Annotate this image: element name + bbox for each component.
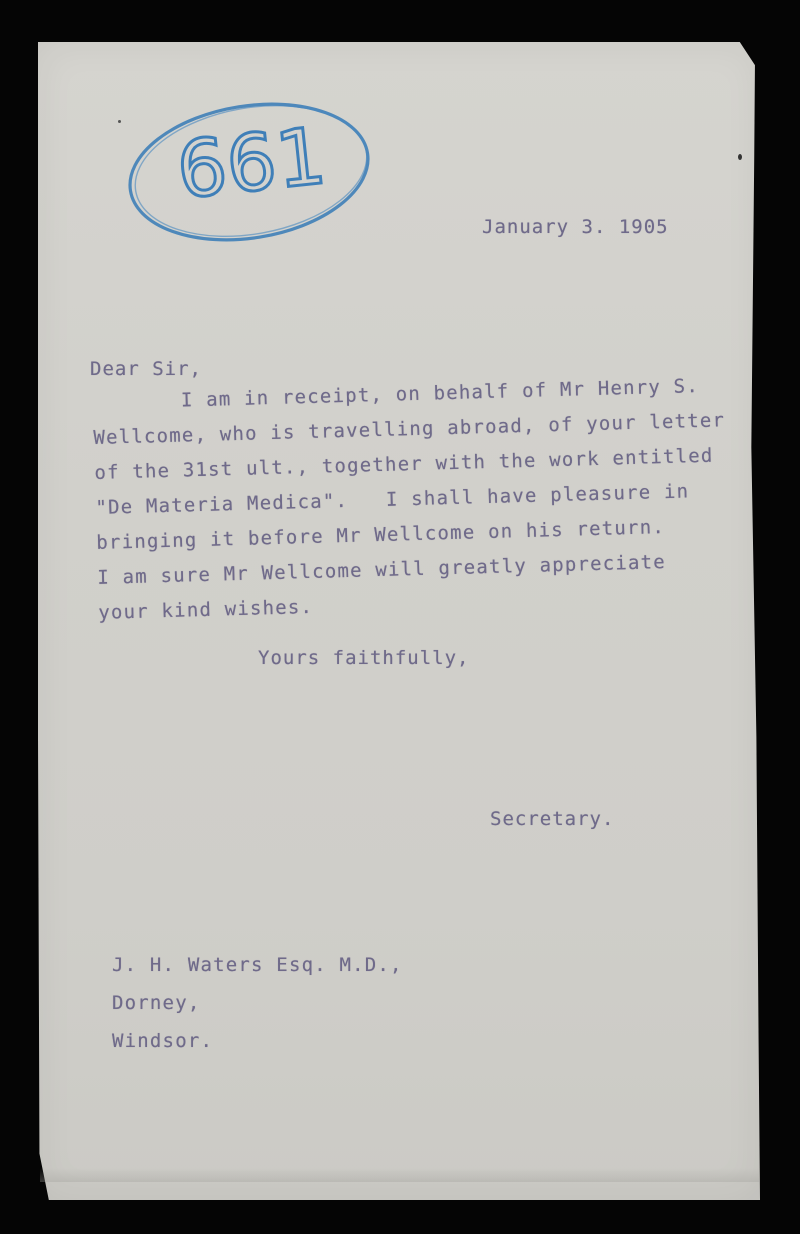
letter-signature: Secretary. (490, 808, 615, 830)
letter-body (92, 367, 769, 631)
letter-closing: Yours faithfully, (258, 647, 470, 669)
letter-salutation: Dear Sir, (90, 358, 202, 380)
body-line: your kind wishes. (98, 595, 314, 624)
address-line: J. H. Waters Esq. M.D., (112, 954, 403, 976)
body-line: I am in receipt, on behalf of Mr Henry S. (92, 375, 700, 414)
recipient-address (112, 946, 403, 1060)
body-line: of the 31st ult., together with the work entitled (94, 444, 714, 484)
ink-speck (118, 120, 121, 123)
catalogue-number: 661 (172, 111, 331, 217)
address-line: Windsor. (112, 1030, 214, 1052)
body-line: "De Materia Medica". I shall have pleasure in (95, 480, 690, 519)
body-line: I am sure Mr Wellcome will greatly appreciate (97, 551, 667, 589)
ink-speck (738, 154, 742, 160)
paper-bottom-edge (40, 1168, 760, 1182)
address-line: Dorney, (112, 992, 201, 1014)
catalogue-number-mark (125, 98, 375, 244)
body-line: Wellcome, who is travelling abroad, of your letter (93, 409, 726, 449)
letter-date: January 3. 1905 (482, 216, 669, 238)
body-line: bringing it before Mr Wellcome on his return. (96, 516, 666, 554)
